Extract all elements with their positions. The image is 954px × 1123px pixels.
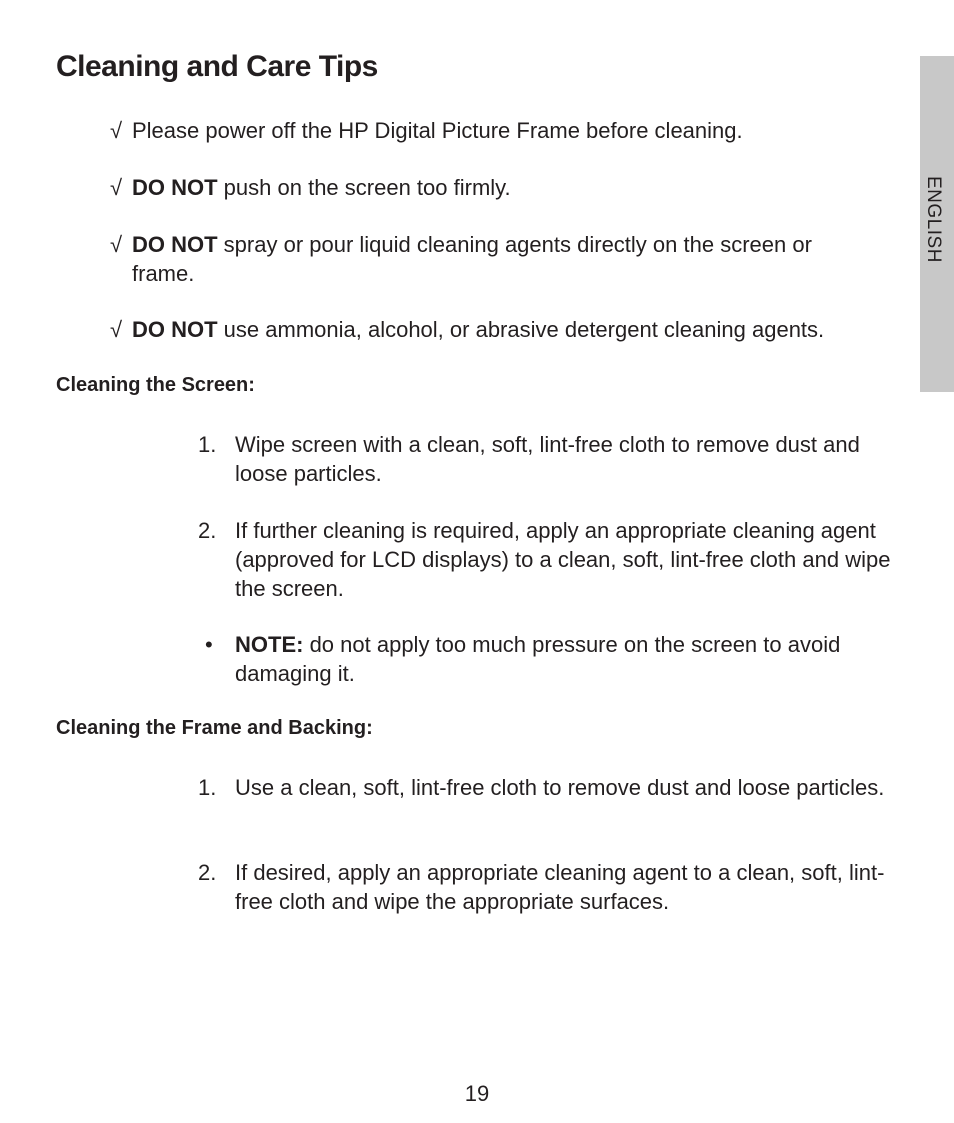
tip-item bbox=[110, 230, 865, 288]
tip-item bbox=[110, 116, 910, 145]
tip-emphasis: DO NOT bbox=[132, 232, 218, 257]
note-text bbox=[235, 630, 908, 688]
tip-text bbox=[132, 116, 910, 145]
section-heading-screen: Cleaning the Screen: bbox=[56, 374, 255, 396]
page-number: 19 bbox=[464, 1081, 490, 1106]
tip-item bbox=[110, 315, 920, 344]
tip-emphasis: DO NOT bbox=[132, 317, 218, 342]
step-text: Use a clean, soft, lint-free cloth to remove dust and loose particles. bbox=[235, 775, 885, 800]
note-label: NOTE: bbox=[235, 632, 304, 657]
note-body: do not apply too much pressure on the screen to avoid damaging it. bbox=[235, 632, 841, 686]
section-heading-frame: Cleaning the Frame and Backing: bbox=[56, 717, 373, 739]
check-mark-icon: √ bbox=[110, 175, 123, 200]
step-number: 2. bbox=[198, 518, 217, 543]
bullet-icon: • bbox=[205, 632, 213, 657]
screen-step bbox=[198, 430, 908, 488]
tip-text bbox=[132, 315, 920, 344]
step-text: If further cleaning is required, apply an appropriate cleaning agent (approved for LCD displays) to a clean, soft, lint-free cloth and wipe the screen. bbox=[235, 518, 891, 601]
frame-step bbox=[198, 858, 908, 916]
tip-body: push on the screen too firmly. bbox=[217, 175, 511, 200]
frame-step bbox=[198, 773, 908, 802]
tip-emphasis: DO NOT bbox=[132, 175, 218, 200]
language-tab-label: ENGLISH bbox=[923, 176, 944, 263]
step-number: 1. bbox=[198, 775, 217, 800]
tip-body: spray or pour liquid cleaning agents directly on the screen or frame. bbox=[132, 232, 812, 286]
tip-text bbox=[132, 173, 910, 202]
screen-note bbox=[205, 630, 908, 688]
step-text: Wipe screen with a clean, soft, lint-free cloth to remove dust and loose particles. bbox=[235, 432, 860, 486]
step-text: If desired, apply an appropriate cleaning agent to a clean, soft, lint-free cloth and wipe the appropriate surfaces. bbox=[235, 860, 885, 914]
tip-item bbox=[110, 173, 910, 202]
screen-step bbox=[198, 516, 908, 603]
step-number: 1. bbox=[198, 432, 217, 457]
step-number: 2. bbox=[198, 860, 217, 885]
check-mark-icon: √ bbox=[110, 118, 123, 143]
tip-body: use ammonia, alcohol, or abrasive detergent cleaning agents. bbox=[217, 317, 825, 342]
check-mark-icon: √ bbox=[110, 317, 123, 342]
check-mark-icon: √ bbox=[110, 232, 123, 257]
page-title: Cleaning and Care Tips bbox=[56, 50, 378, 83]
tip-text bbox=[132, 230, 865, 288]
tip-body: Please power off the HP Digital Picture Frame before cleaning. bbox=[132, 118, 743, 143]
